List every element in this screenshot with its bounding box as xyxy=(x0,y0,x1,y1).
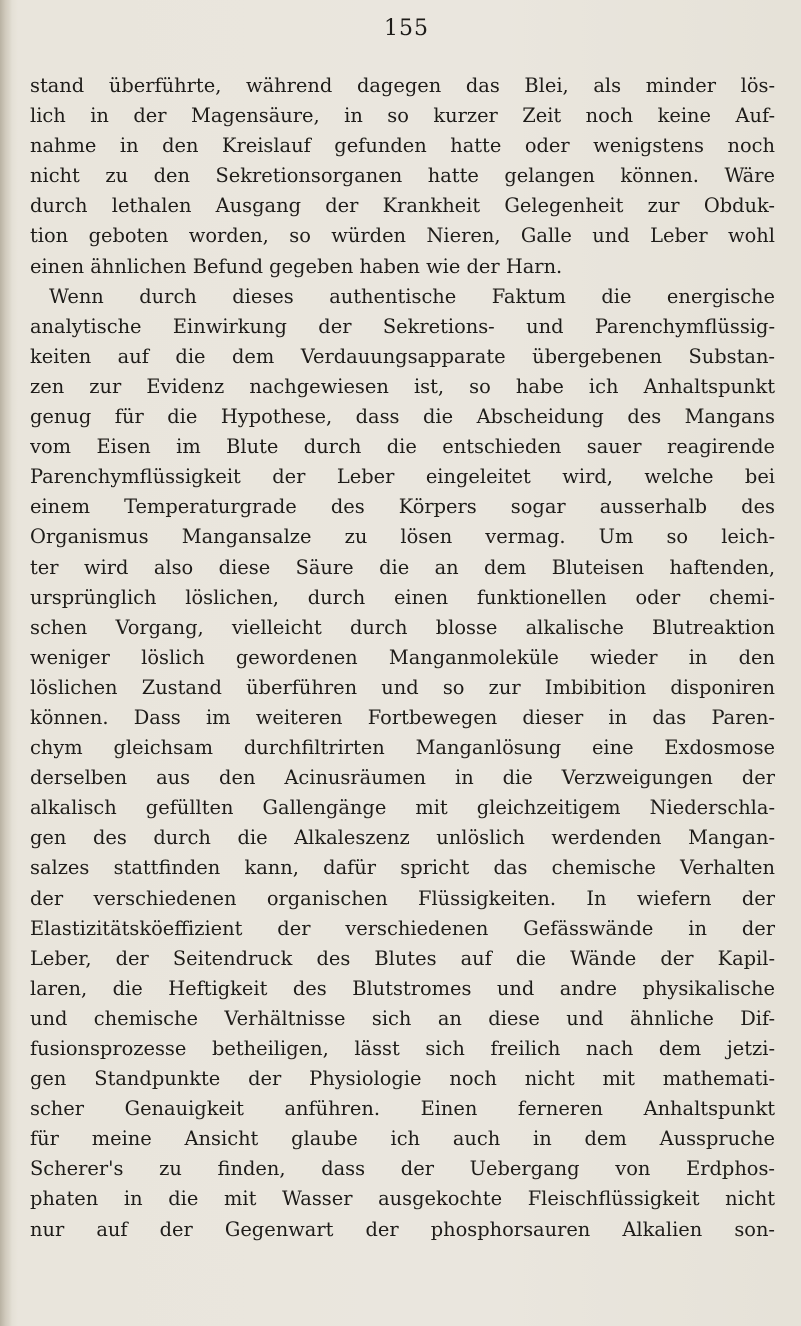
text-line: einem Temperaturgrade des Körpers sogar ausserhalb des xyxy=(30,495,775,519)
paragraph-start-line: Wenn durch dieses authentische Faktum die energische xyxy=(49,284,775,308)
text-line: Organismus Mangansalze zu lösen vermag. Um so leich- xyxy=(30,525,775,549)
text-line: Scherer's zu finden, dass der Uebergang von Erdphos- xyxy=(30,1157,775,1181)
text-line: alkalisch gefüllten Gallengänge mit gleichzeitigem Niederschla- xyxy=(30,796,775,820)
page-number: 155 xyxy=(384,16,429,41)
text-line: analytische Einwirkung der Sekretions- und Parenchymflüssig- xyxy=(30,314,775,338)
paragraph-end-line: einen ähnlichen Befund gegeben haben wie der Harn. xyxy=(30,254,563,278)
text-line: lich in der Magensäure, in so kurzer Zeit noch keine Auf- xyxy=(30,104,775,128)
page-binding-edge xyxy=(0,0,12,1326)
text-line: durch lethalen Ausgang der Krankheit Gelegenheit zur Obduk- xyxy=(30,194,775,218)
text-line: Leber, der Seitendruck des Blutes auf die Wände der Kapil- xyxy=(30,946,775,970)
text-line: nahme in den Kreislauf gefunden hatte oder wenigstens noch xyxy=(30,134,775,158)
text-line: gen Standpunkte der Physiologie noch nicht mit mathemati- xyxy=(30,1067,775,1091)
text-line: ursprünglich löslichen, durch einen funktionellen oder chemi- xyxy=(30,585,775,609)
text-line: und chemische Verhältnisse sich an diese und ähnliche Dif- xyxy=(30,1006,775,1030)
text-line: zen zur Evidenz nachgewiesen ist, so habe ich Anhaltspunkt xyxy=(30,374,775,398)
text-line: gen des durch die Alkaleszenz unlöslich werdenden Mangan- xyxy=(30,826,775,850)
text-line: scher Genauigkeit anführen. Einen ferneren Anhaltspunkt xyxy=(30,1097,775,1121)
text-line: vom Eisen im Blute durch die entschieden sauer reagirende xyxy=(30,435,775,459)
text-line: derselben aus den Acinusräumen in die Verzweigungen der xyxy=(30,766,775,790)
text-line: chym gleichsam durchfiltrirten Manganlösung eine Exdosmose xyxy=(30,736,775,760)
text-line: weniger löslich gewordenen Manganmoleküle wieder in den xyxy=(30,645,775,669)
text-line: laren, die Heftigkeit des Blutstromes und andre physikalische xyxy=(30,976,775,1000)
text-line: löslichen Zustand überführen und so zur Imbibition disponiren xyxy=(30,675,775,699)
text-line: der verschiedenen organischen Flüssigkeiten. In wiefern der xyxy=(30,886,775,910)
text-line: genug für die Hypothese, dass die Abscheidung des Mangans xyxy=(30,405,775,429)
text-line: nicht zu den Sekretionsorganen hatte gelangen können. Wäre xyxy=(30,164,775,188)
text-line: schen Vorgang, vielleicht durch blosse alkalische Blutreaktion xyxy=(30,615,775,639)
text-line: ter wird also diese Säure die an dem Bluteisen haftenden, xyxy=(30,555,775,579)
text-line: salzes stattfinden kann, dafür spricht das chemische Verhalten xyxy=(30,856,775,880)
text-line: Elastizitätsköeffizient der verschiedenen Gefässwände in der xyxy=(30,916,775,940)
text-line: tion geboten worden, so würden Nieren, Galle und Leber wohl xyxy=(30,224,775,248)
text-line: stand überführte, während dagegen das Blei, als minder lös- xyxy=(30,74,775,97)
text-line: nur auf der Gegenwart der phosphorsauren Alkalien son- xyxy=(30,1217,775,1241)
text-line: fusionsprozesse betheiligen, lässt sich freilich nach dem jetzi- xyxy=(30,1037,775,1060)
body-text xyxy=(30,71,775,1245)
text-line: können. Dass im weiteren Fortbewegen dieser in das Paren- xyxy=(30,705,775,729)
text-line: Parenchymflüssigkeit der Leber eingeleitet wird, welche bei xyxy=(30,465,775,489)
text-line: keiten auf die dem Verdauungsapparate übergebenen Substan- xyxy=(30,344,775,368)
text-line: für meine Ansicht glaube ich auch in dem Ausspruche xyxy=(30,1127,775,1151)
text-line: phaten in die mit Wasser ausgekochte Fleischflüssigkeit nicht xyxy=(30,1187,775,1211)
